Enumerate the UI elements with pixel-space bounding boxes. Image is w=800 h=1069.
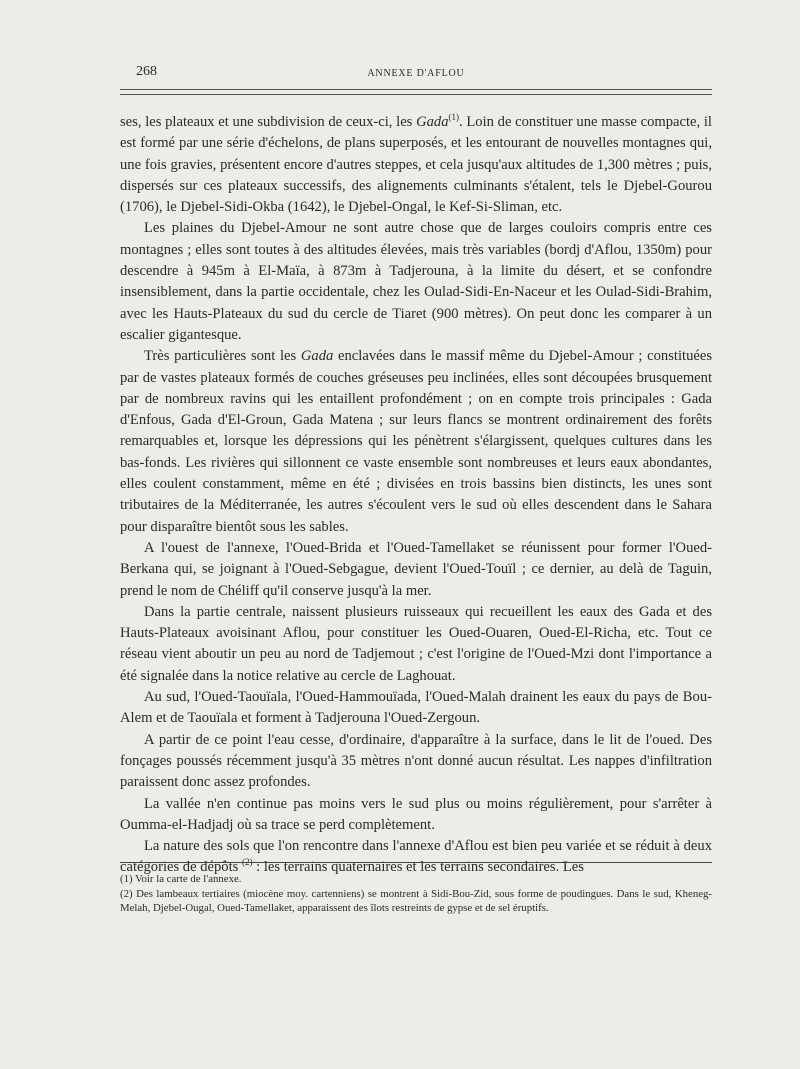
footnote: (2) Des lambeaux tertiaires (miocène moy. cartenniens) se montrent à Sidi-Bou-Zid, sous forme de poudingues. Dans le sud, Kheneg-Melah, Djebel-Ougal, Oued-Tamellaket, apparaissent des îlots restreints de gypse et de sel éruptifs. (120, 887, 712, 914)
footnote-ref: (1) (448, 112, 460, 123)
paragraph: Très particulières sont les Gada enclavées dans le massif même du Djebel-Amour ; constituées par de vastes plateaux formés de couches gréseuses peu inclinées, elles sont découpées brusquement par de nombreux ravins qui les entaillent profondément ; on en compte trois principales : Gada d'Enfous, Gada d'El-Groun, Gada Matena ; sur leurs flancs se montrent ordinairement des forêts remarquables et, lorsque les dépressions qui les pénètrent s'élargissent, quelques cultures dans les bas-fonds. Les rivières qui sillonnent ce vaste ensemble sont nombreuses et leurs eaux abondantes, elles coulent constamment, même en été ; divisées en trois bassins bien distincts, les unes sont tributaires de la Méditerranée, les autres s'écoulent vers le sud où elles descendent dans le Sahara pour disparaître bientôt sous les sables. (120, 348, 712, 535)
paragraph: ses, les plateaux et une subdivision de ceux-ci, les Gada$^{(1)}$. Loin de constituer une masse compacte, il est formé par une série d'échelons, de plans superposés, et les entourant de nouvelles montagnes qui, une fois gravies, présentent encore d'autres steppes, et cela jusqu'aux altitudes de 1,300 mètres ; puis, dispersés sur ces plateaux successifs, des alignements culminants s'étalent, tels le Djebel-Gourou (1706), le Djebel-Sidi-Okba (1642), le Djebel-Ongal, le Kef-Si-Sliman, etc. (120, 112, 712, 216)
paragraph: Les plaines du Djebel-Amour ne sont autre chose que de larges couloirs compris entre ces montagnes ; elles sont toutes à des altitudes élevées, mais très variables (bordj d'Aflou, 1350m) pour descendre à 945m à El-Maïa, à 873m à Tadjerouna, à la limite du désert, et se confondre insensiblement, dans la partie occidentale, chez les Oulad-Sidi-En-Naceur et les Oulad-Sidi-Brahim, avec les Hauts-Plateaux du sud du cercle de Tiaret (900 mètres). On peut donc les comparer à un escalier gigantesque. (120, 220, 712, 343)
page-header (120, 64, 712, 84)
body-text (120, 112, 712, 879)
paragraph: La nature des sols que l'on rencontre dans l'annexe d'Aflou est bien peu variée et se réduit à deux catégories de dépôts $^{(2)}$ : les terrains quaternaires et les terrains secondaires. Les (120, 838, 712, 876)
running-title: ANNEXE D'AFLOU (367, 68, 465, 79)
paragraph: Au sud, l'Oued-Taouïala, l'Oued-Hammouïada, l'Oued-Malah drainent les eaux du pays de Bou-Alem et de Taouïala et forment à Tadjerouna l'Oued-Zergoun. (120, 689, 712, 727)
footnotes (120, 872, 712, 916)
paragraph: A partir de ce point l'eau cesse, d'ordinaire, d'apparaître à la surface, dans le lit de l'oued. Des fonçages poussés récemment jusqu'à 35 mètres n'ont donné aucun résultat. Les nappes d'infiltration paraissent donc assez profondes. (120, 731, 712, 791)
footnote-ref: (2) (241, 857, 253, 868)
footnote: (1) Voir la carte de l'annexe. (120, 873, 242, 885)
paragraph: A l'ouest de l'annexe, l'Oued-Brida et l'Oued-Tamellaket se réunissent pour former l'Oued-Berkana qui, se joignant à l'Oued-Sebgague, devient l'Oued-Touïl ; ce dernier, au delà de Taguin, prend le nom de Chéliff qu'il conserve jusqu'à la mer. (120, 539, 712, 599)
paragraph: La vallée n'en continue pas moins vers le sud plus ou moins régulièrement, pour s'arrêter à Oumma-el-Hadjadj où sa trace se perd complètement. (120, 795, 712, 833)
page-number: 268 (136, 64, 157, 79)
header-rule (120, 89, 712, 95)
paragraph: Dans la partie centrale, naissent plusieurs ruisseaux qui recueillent les eaux des Gada et des Hauts-Plateaux avoisinant Aflou, pour constituer les Oued-Ouaren, Oued-El-Richa, etc. Tout ce réseau vient aboutir un peu au nord de Tadjemout ; c'est l'origine de l'Oued-Mzi dont l'importance a été signalée dans la notice relative au cercle de Laghouat. (120, 603, 712, 684)
footnote-rule (120, 862, 712, 863)
